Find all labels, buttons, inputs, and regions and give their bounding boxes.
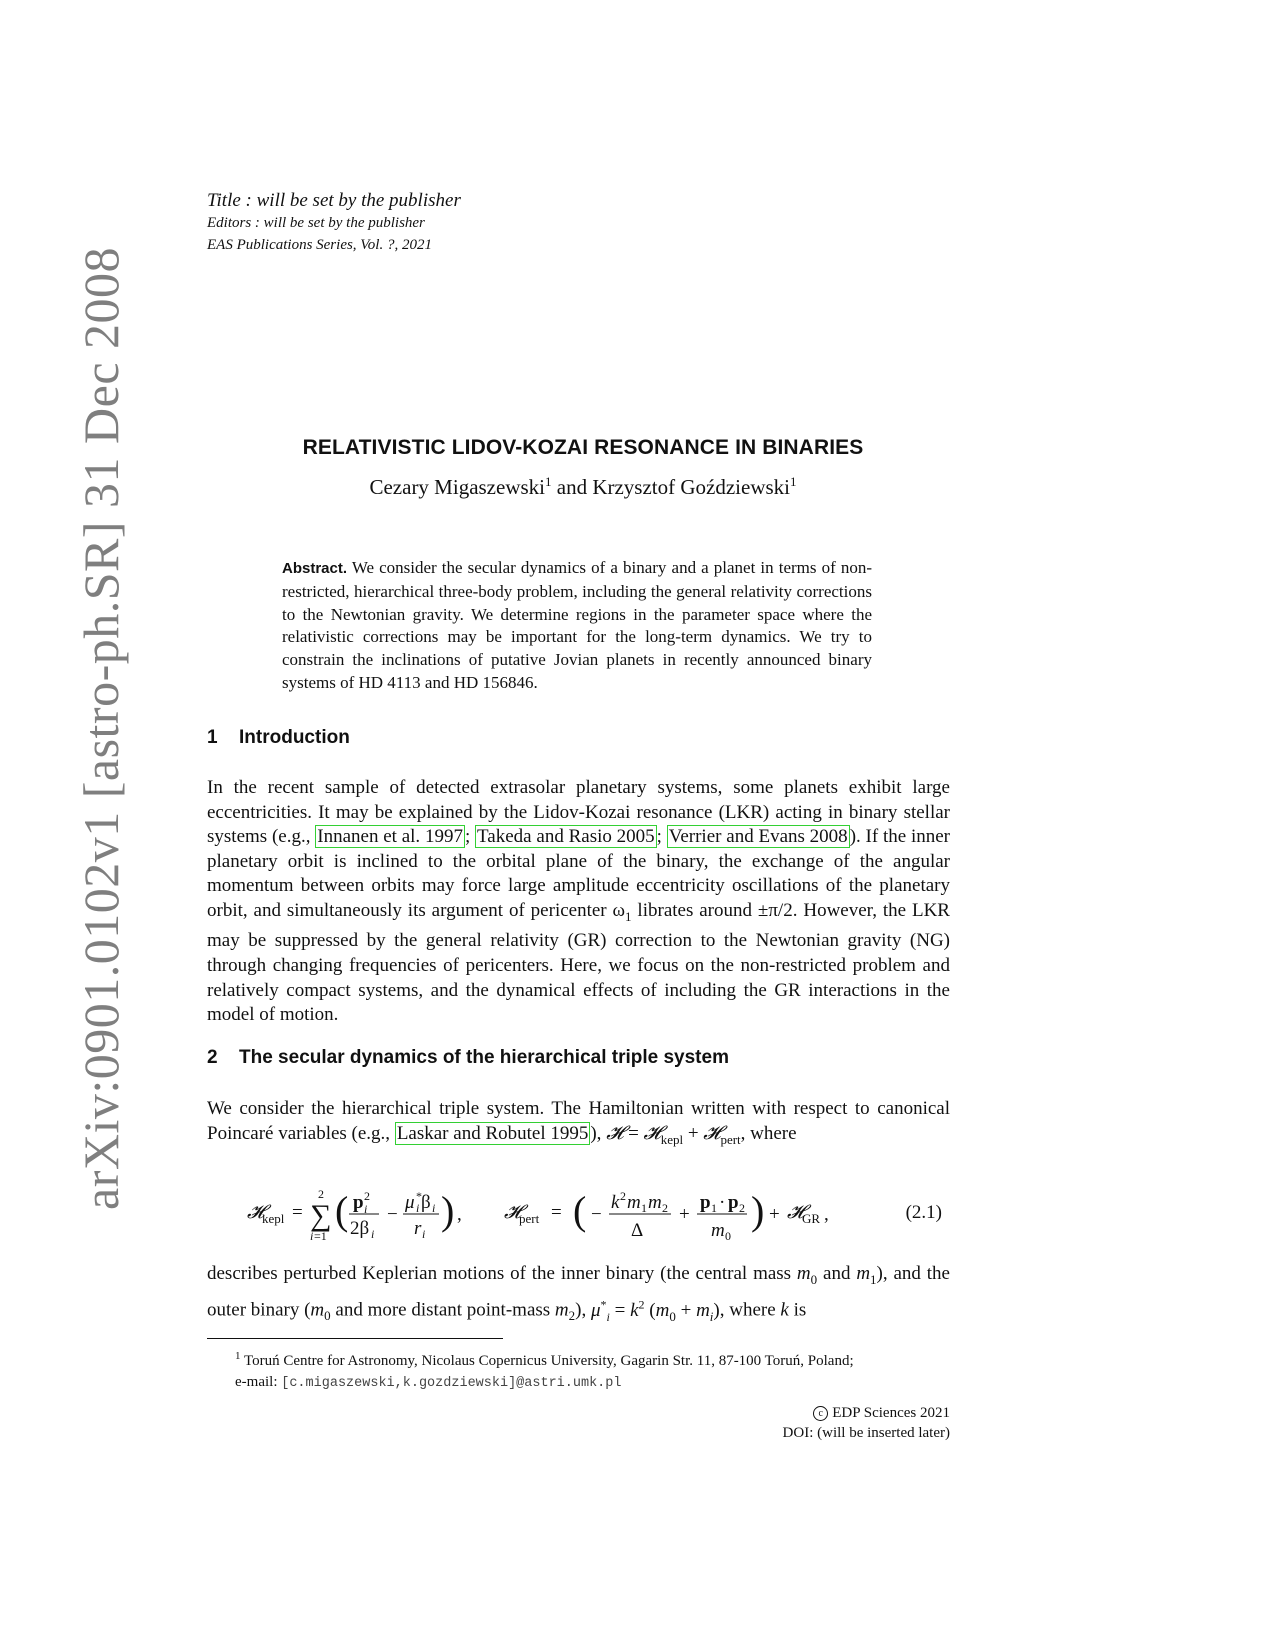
svg-text:*: * — [416, 1189, 422, 1203]
doi-text: DOI: (will be inserted later) — [782, 1425, 950, 1441]
svg-text:2β: 2β — [350, 1218, 370, 1239]
footnote-email[interactable]: [c.migaszewski,k.gozdziewski]@astri.umk.pl — [281, 1376, 622, 1391]
section2-text-i: , where — [719, 1299, 781, 1321]
intro-text-a: In the recent sample of detected extrasolar planetary systems, some planets exhibit large eccentricities. It may be explained by the Lidov-Kozai resonance (LKR) acting in binary stellar systems (e.g., — [207, 777, 950, 848]
svg-text:m: m — [648, 1192, 662, 1213]
keplerian-paragraph: describes perturbed Keplerian motions of the inner binary (the central mass $m_0$ and $m_1$), and the outer binary ($m_0$ and more distant point-mass $m_2$), $\mu^*_i = k^2$ $(m_0 + m_i)$, where k is — [207, 1263, 950, 1324]
svg-text:−: − — [387, 1204, 398, 1225]
svg-text:m: m — [627, 1192, 641, 1213]
section2-text-e: and — [817, 1263, 857, 1284]
section-2-heading — [207, 1047, 729, 1069]
author-1: Cezary Migaszewski — [369, 475, 545, 499]
svg-text:i: i — [422, 1227, 426, 1241]
section-1-number: 1 — [207, 727, 218, 748]
copyright-text: EDP Sciences 2021 — [832, 1405, 950, 1421]
svg-text:pert: pert — [519, 1211, 540, 1226]
abstract-text: We consider the secular dynamics of a binary and a planet in terms of non-restricted, hierarchical three-body problem, including the general relativity corrections to the Newtonian gravity. We determine regions in the parameter space where the relativistic corrections may be important for the long-term dynamics. We try to constrain the inclinations of putative Jovian planets in recently announced binary systems of HD 4113 and HD 156846. — [282, 558, 872, 692]
svg-text:i: i — [432, 1201, 436, 1215]
svg-text:2: 2 — [662, 1201, 668, 1215]
svg-text:2: 2 — [620, 1189, 626, 1203]
svg-text:−: − — [591, 1204, 602, 1225]
svg-text:m: m — [711, 1220, 725, 1241]
svg-text:𝓗: 𝓗 — [247, 1202, 265, 1223]
section2-text-c: , where — [740, 1122, 797, 1144]
svg-text:∑: ∑ — [310, 1199, 332, 1232]
footnote-affiliation — [207, 1346, 950, 1394]
header-editors: Editors : will be set by the publisher — [207, 215, 425, 231]
section-1-heading — [207, 727, 350, 749]
symbol-m1: m — [856, 1263, 871, 1284]
title-block — [200, 436, 966, 500]
svg-text:i: i — [310, 1229, 314, 1243]
citation-laskar-robutel-1995[interactable]: Laskar and Robutel 1995 — [396, 1122, 589, 1144]
svg-text:p: p — [353, 1192, 364, 1213]
mu-definition: $\mu^*_i = k^2$ $(m_0 + m_i)$ — [590, 1297, 720, 1324]
svg-text:=: = — [551, 1202, 562, 1223]
hamiltonian-formula — [207, 1180, 887, 1252]
inline-hamiltonian-sum: 𝓗 = 𝓗$_{kepl}$ + 𝓗$_{pert}$ — [606, 1122, 741, 1147]
footnote-rule — [207, 1338, 503, 1339]
equation-number: (2.1) — [905, 1202, 942, 1223]
svg-text:i: i — [416, 1201, 420, 1215]
svg-text:2: 2 — [318, 1187, 324, 1201]
abstract-label: Abstract. — [282, 560, 348, 577]
svg-text:=: = — [292, 1202, 303, 1223]
hamiltonian-paragraph — [207, 1097, 950, 1152]
header-title: Title : will be set by the publisher — [207, 190, 461, 211]
svg-text:p: p — [700, 1192, 711, 1213]
svg-text:kepl: kepl — [262, 1211, 285, 1226]
footnote-mark: 1 — [235, 1350, 241, 1362]
intro-text-b: ). If the inner planetary orbit is inclined to the orbital plane of the binary, the exchange of the angular momentum between orbits may force large amplitude eccentricity oscillations of the planetary orbit, and simultaneously its argument of pericenter ω — [207, 826, 951, 921]
svg-text:(: ( — [335, 1188, 349, 1233]
svg-text:): ) — [751, 1188, 765, 1233]
section2-text-d: describes perturbed Keplerian motions of the inner binary (the central mass — [207, 1263, 797, 1284]
citation-takeda-rasio-2005[interactable]: Takeda and Rasio 2005 — [477, 826, 655, 848]
svg-text:+: + — [769, 1204, 780, 1225]
section-2-number: 2 — [207, 1047, 218, 1068]
svg-text:(: ( — [573, 1188, 587, 1233]
section2-text-f: ), and the outer binary ( — [207, 1263, 950, 1321]
svg-text:·: · — [719, 1192, 726, 1213]
copyright-icon: c — [813, 1406, 828, 1421]
svg-text:𝓗: 𝓗 — [504, 1202, 522, 1223]
svg-text:,: , — [457, 1204, 462, 1225]
citation-innanen-1997[interactable]: Innanen et al. 1997 — [317, 826, 463, 848]
intro-text-c: librates around ±π/2. However, the LKR may be suppressed by the general relativity (GR) correction to the Newtonian gravity (NG) through changing frequencies of pericenters. Here, we focus on the non-restricted problem and relatively compact systems, and the dynamical effects of including the GR interactions in the model of motion. — [207, 899, 950, 1026]
section2-text-h: ), — [575, 1299, 591, 1321]
svg-text:𝓗: 𝓗 — [787, 1202, 805, 1223]
omega-subscript: 1 — [625, 908, 632, 924]
author-and: and — [556, 475, 588, 499]
svg-text:=1: =1 — [314, 1229, 327, 1243]
section-2-title: The secular dynamics of the hierarchical triple system — [239, 1047, 729, 1068]
section-1-title: Introduction — [239, 727, 350, 748]
equation-2-1 — [207, 1180, 950, 1250]
svg-text:r: r — [414, 1218, 422, 1239]
footnote-email-label: e-mail: — [235, 1374, 278, 1390]
affil-mark-1: 1 — [545, 474, 552, 489]
svg-text:β: β — [421, 1192, 431, 1213]
publisher-header — [207, 190, 461, 256]
svg-text:+: + — [679, 1204, 690, 1225]
paper-title: RELATIVISTIC LIDOV-KOZAI RESONANCE IN BINARIES — [302, 436, 864, 459]
copyright-block — [783, 1403, 950, 1443]
svg-text:1: 1 — [711, 1201, 717, 1215]
svg-text:i: i — [371, 1227, 375, 1241]
abstract — [282, 557, 872, 695]
svg-text:2: 2 — [739, 1201, 745, 1215]
svg-text:Δ: Δ — [631, 1220, 644, 1241]
section2-text-b: ), — [590, 1122, 607, 1144]
header-series: EAS Publications Series, Vol. ?, 2021 — [207, 237, 432, 253]
symbol-m0: m — [796, 1263, 811, 1284]
introduction-paragraph: In the recent sample of detected extrasolar planetary systems, some planets exhibit large eccentricities. It may be explained by the Lidov-Kozai resonance (LKR) acting in binary stellar systems (e.g., Innanen et al. 1997 ; Takeda and Rasio 2005 ; Verrier and Evans 2008 ). If the inner planetary orbit is inclined to the orbital plane of the binary, the exchange of the angular momentum between orbits may force large amplitude eccentricity oscillations of the planetary orbit, and simultaneously its argument of pericenter $\omega_1$ librates around ±π/2. However, the LKR may be suppressed by the general relativity (GR) correction to the Newtonian gravity (NG) through changing frequencies of pericenters. Here, we focus on the non-restricted problem and relatively compact systems, and the dynamical effects of including the GR interactions in the model of motion. — [207, 777, 951, 1026]
author-2: Krzysztof Goździewski — [592, 475, 791, 499]
svg-text:p: p — [728, 1192, 739, 1213]
affil-mark-2: 1 — [790, 474, 797, 489]
citation-verrier-evans-2008[interactable]: Verrier and Evans 2008 — [668, 826, 848, 848]
svg-text:0: 0 — [725, 1229, 731, 1243]
section2-text-g: and more distant point-mass — [330, 1299, 555, 1321]
authors — [200, 474, 966, 500]
section2-text-j: is — [788, 1299, 807, 1321]
arxiv-stamp: arXiv:0901.0102v1 [astro-ph.SR] 31 Dec 2008 — [73, 246, 129, 1210]
svg-text:,: , — [824, 1204, 829, 1225]
svg-text:): ) — [441, 1188, 455, 1233]
svg-text:i: i — [364, 1202, 368, 1216]
svg-text:2: 2 — [364, 1189, 370, 1203]
svg-text:GR: GR — [802, 1211, 821, 1226]
svg-text:μ: μ — [405, 1192, 415, 1213]
svg-text:1: 1 — [641, 1201, 647, 1215]
svg-text:k: k — [611, 1192, 620, 1213]
section2-text-a: We consider the hierarchical triple system. The Hamiltonian written with respect to canonical Poincaré variables (e.g., — [207, 1098, 950, 1144]
footnote-text: Toruń Centre for Astronomy, Nicolaus Copernicus University, Gagarin Str. 11, 87-100 Toruń, Poland; — [243, 1353, 854, 1369]
